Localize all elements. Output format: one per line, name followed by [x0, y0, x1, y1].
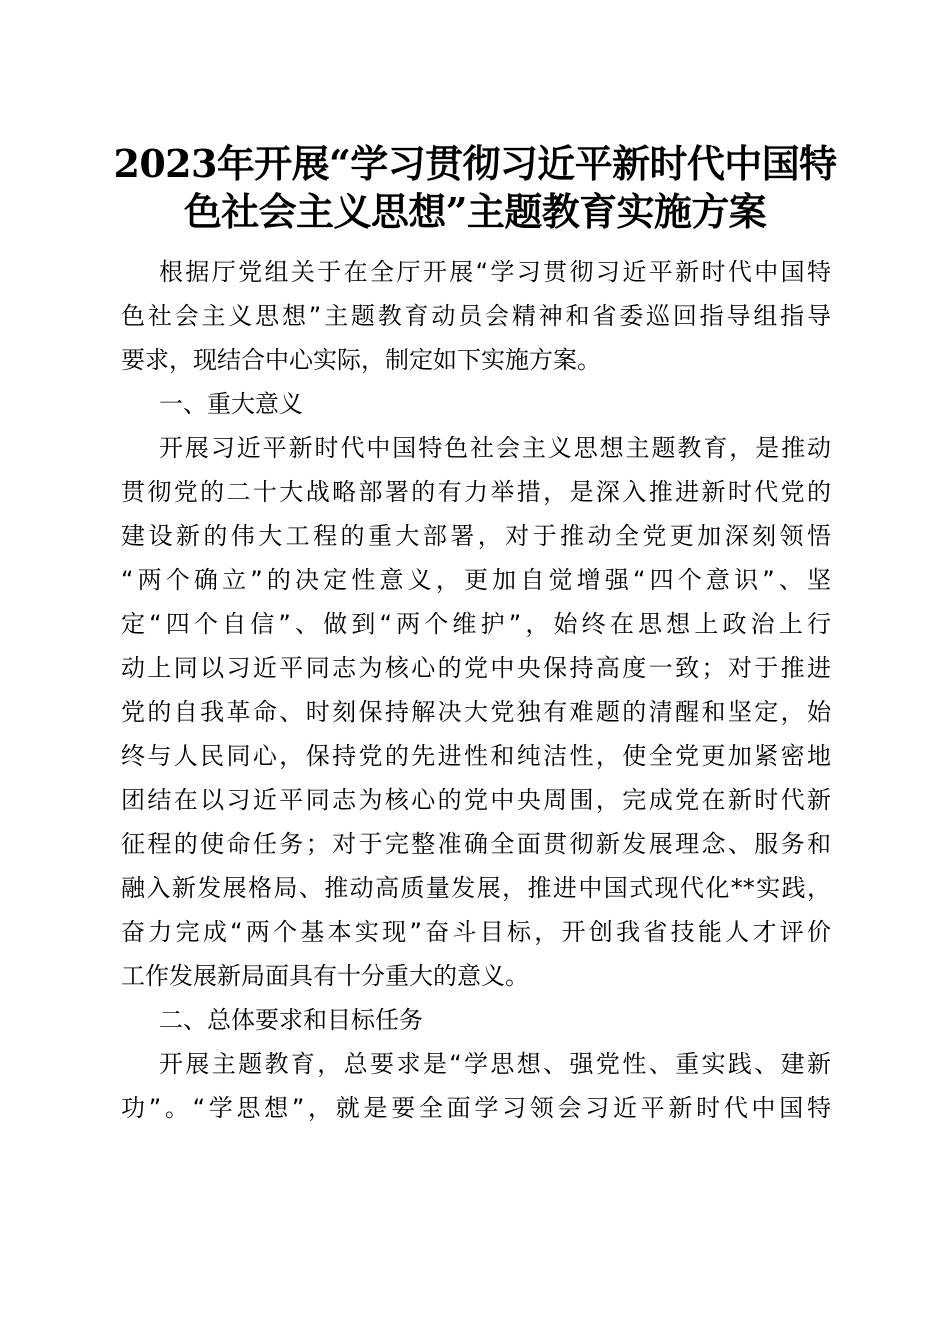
- text-line: 要求，现结合中心实际，制定如下实施方案。: [121, 346, 601, 374]
- text-line: 融入新发展格局、推动高质量发展，推进中国式现代化**实践，: [121, 874, 831, 902]
- text-line: 建设新的伟大工程的重大部署，对于推动全党更加深刻领悟: [121, 522, 831, 550]
- text-line: 功”。“学思想”，就是要全面学习领会习近平新时代中国特: [121, 1094, 831, 1122]
- text-line: 色社会主义思想”主题教育动员会精神和省委巡回指导组指导: [121, 302, 831, 330]
- text-line: 终与人民同心，保持党的先进性和纯洁性，使全党更加紧密地: [121, 742, 831, 770]
- text-line: 奋力完成“两个基本实现”奋斗目标，开创我省技能人才评价: [121, 918, 831, 946]
- text-line: 贯彻党的二十大战略部署的有力举措，是深入推进新时代党的: [121, 478, 831, 506]
- section-heading: 二、总体要求和目标任务: [159, 1006, 423, 1034]
- text-line: 开展主题教育，总要求是“学思想、强党性、重实践、建新: [159, 1050, 831, 1078]
- text-line: 党的自我革命、时刻保持解决大党独有难题的清醒和坚定，始: [121, 698, 831, 726]
- intro-paragraph: [121, 250, 831, 382]
- text-line: “两个确立”的决定性意义，更加自觉增强“四个意识”、坚: [121, 566, 831, 594]
- title-line: 色社会主义思想”主题教育实施方案: [183, 189, 767, 234]
- document-body: [121, 250, 831, 1130]
- title-line: 2023年开展“学习贯彻习近平新时代中国特: [113, 141, 837, 186]
- text-line: 工作发展新局面具有十分重大的意义。: [121, 962, 529, 990]
- document-title: [100, 140, 850, 236]
- section-heading: 一、重大意义: [159, 390, 303, 418]
- text-line: 团结在以习近平同志为核心的党中央周围，完成党在新时代新: [121, 786, 831, 814]
- text-line: 征程的使命任务；对于完整准确全面贯彻新发展理念、服务和: [121, 830, 831, 858]
- text-line: 根据厅党组关于在全厅开展“学习贯彻习近平新时代中国特: [159, 258, 831, 286]
- section2-paragraph: [121, 1042, 831, 1130]
- section1-paragraph: [121, 426, 831, 998]
- text-line: 动上同以习近平同志为核心的党中央保持高度一致；对于推进: [121, 654, 831, 682]
- text-line: 定“四个自信”、做到“两个维护”，始终在思想上政治上行: [121, 610, 831, 638]
- text-line: 开展习近平新时代中国特色社会主义思想主题教育，是推动: [159, 434, 831, 462]
